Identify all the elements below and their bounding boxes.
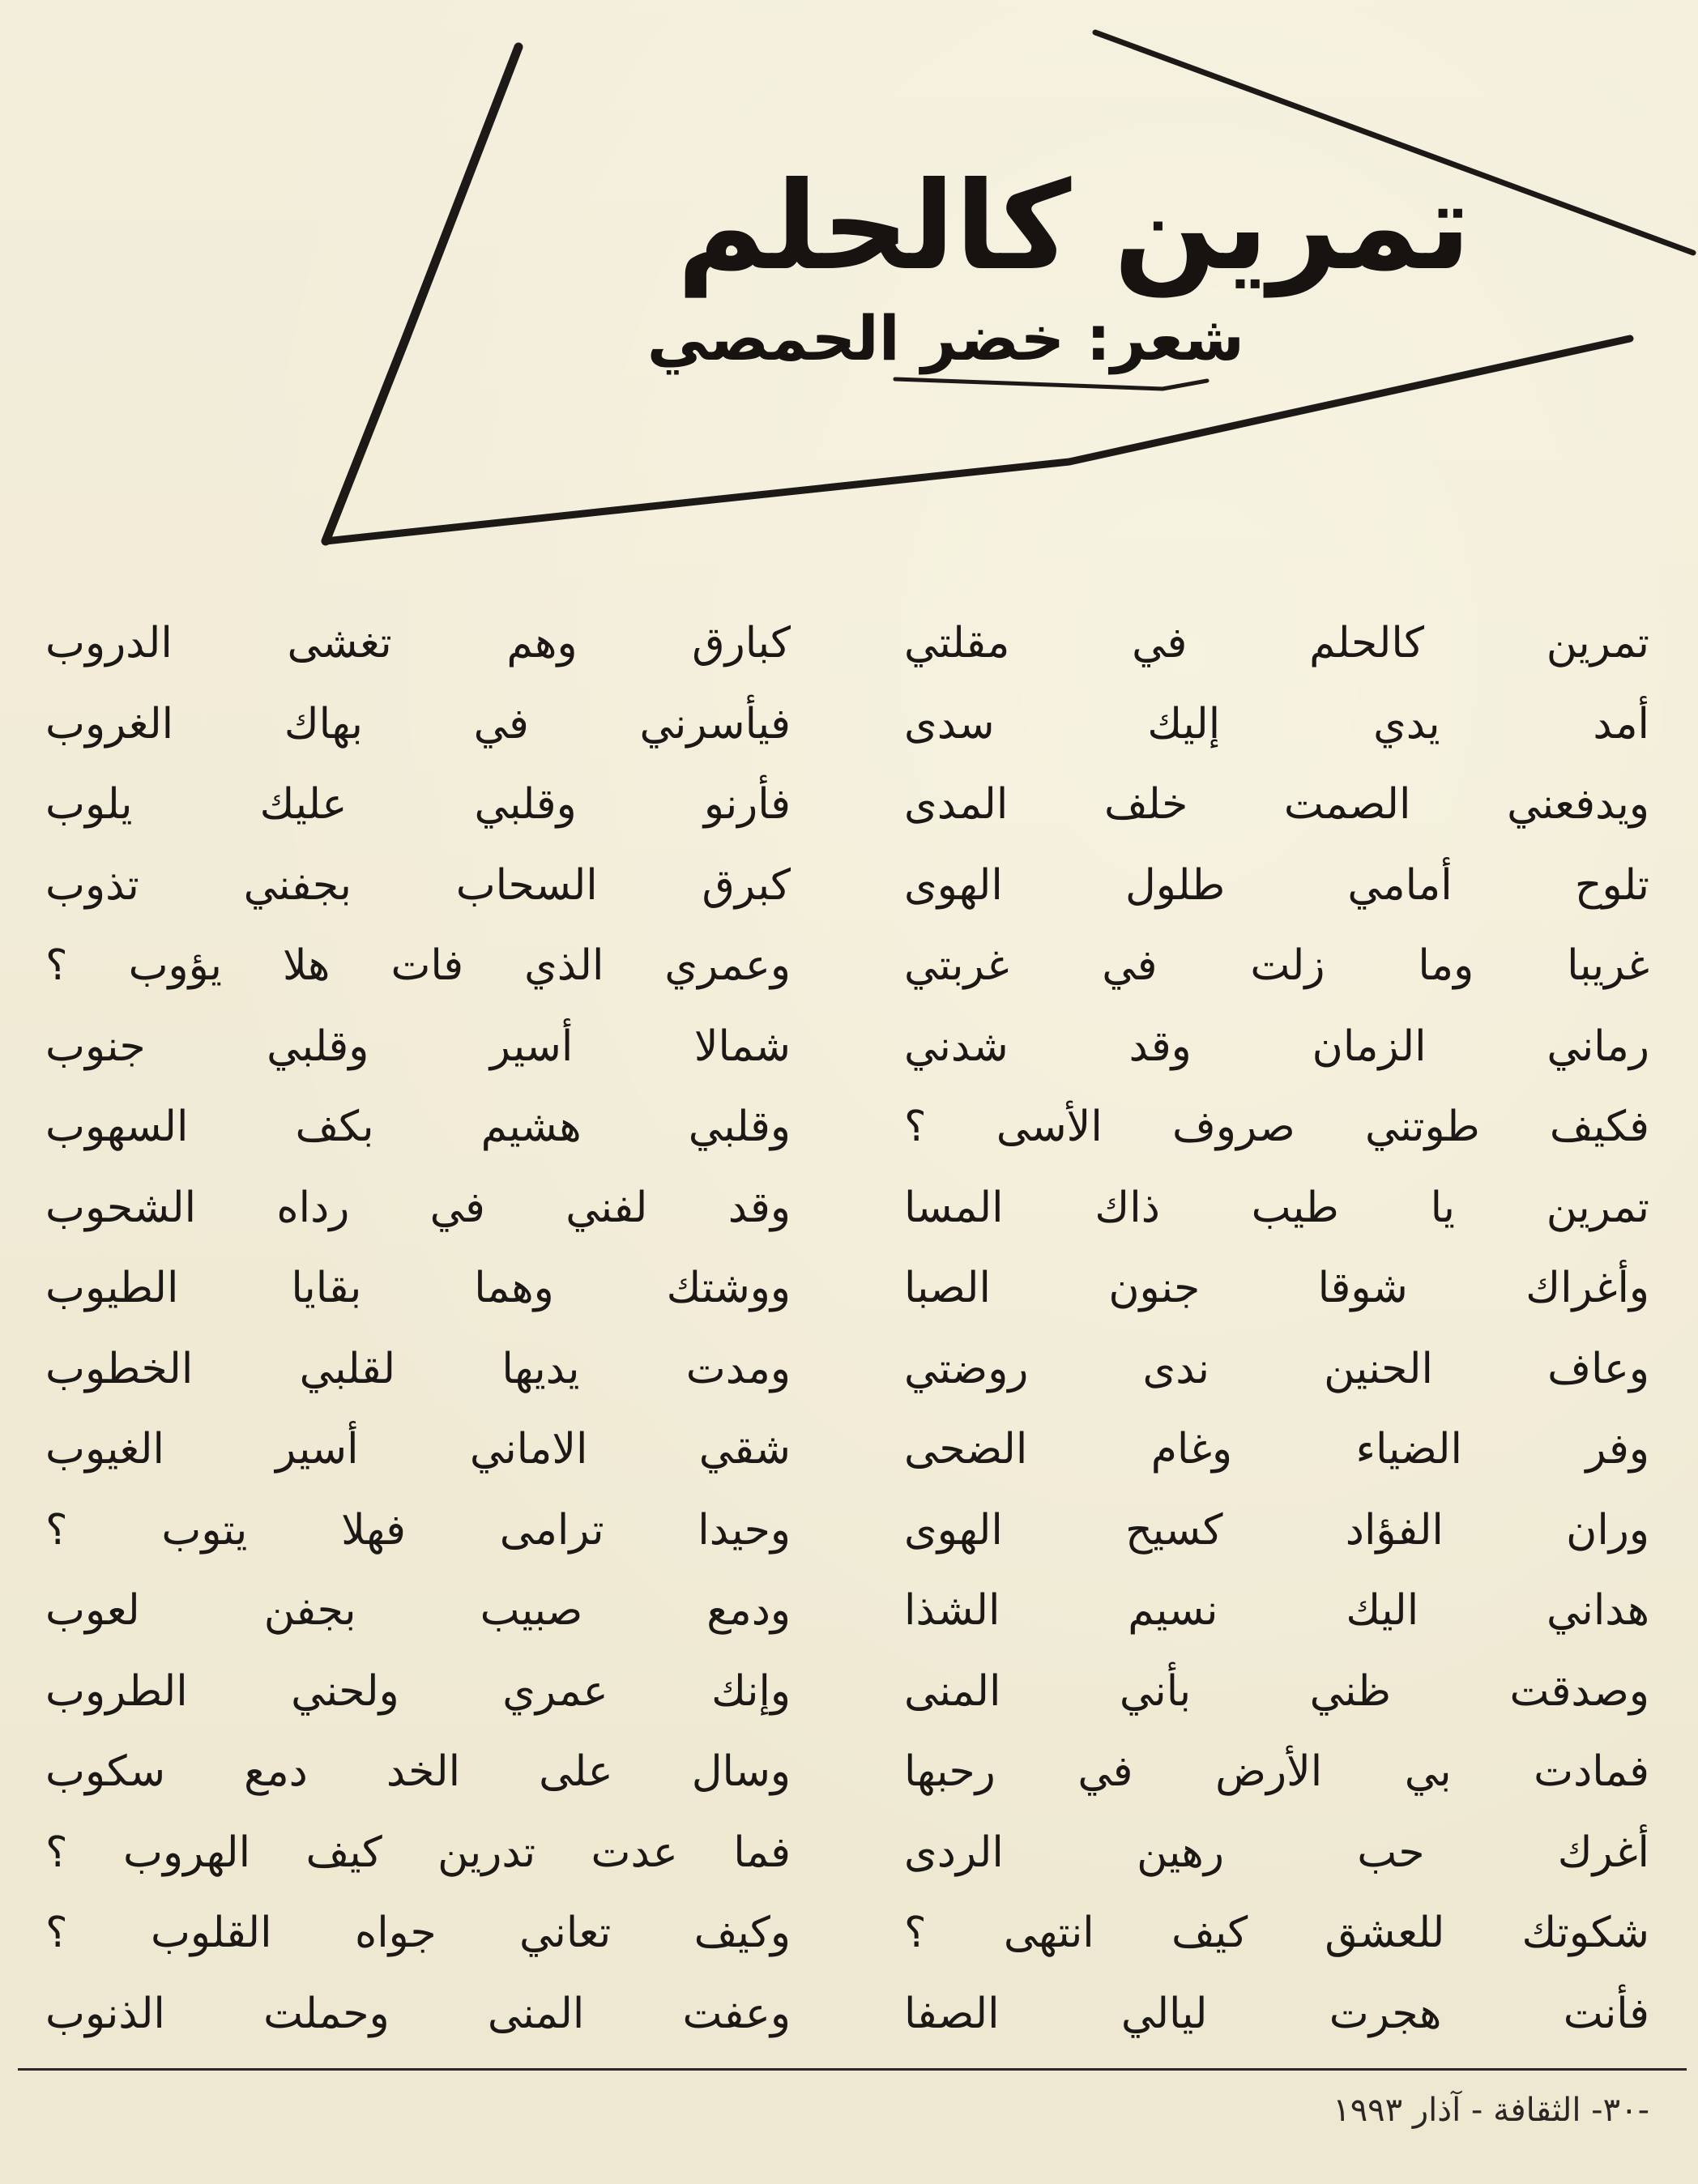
verse-line: وقد لفني في رداه الشحوب — [45, 1183, 791, 1232]
footer-divider — [18, 2068, 1687, 2071]
verse-line: فأنت هجرت ليالي الصفا — [904, 1989, 1649, 2038]
verse-line: وفر الضياء وغام الضحى — [904, 1425, 1649, 1474]
verse-line: غريبا وما زلت في غربتي — [904, 941, 1649, 990]
poem-byline: شعر: خضر الحمصي — [646, 302, 1244, 374]
verse-line: هداني اليك نسيم الشذا — [904, 1586, 1649, 1635]
verse-line: ويدفعني الصمت خلف المدى — [904, 780, 1649, 829]
poem-title: تمرين كالحلم — [676, 156, 1471, 297]
verse-line: رماني الزمان وقد شدني — [904, 1022, 1649, 1071]
verse-line: ودمع صبيب بجفن لعوب — [45, 1586, 791, 1635]
verse-line: شمالا أسير وقلبي جنوب — [45, 1022, 791, 1071]
verse-line: شقي الاماني أسير الغيوب — [45, 1425, 791, 1474]
verse-line: وقلبي هشيم بكف السهوب — [45, 1103, 791, 1151]
verse-line: كبارق وهم تغشى الدروب — [45, 619, 791, 668]
verse-line: فمادت بي الأرض في رحبها — [904, 1747, 1649, 1796]
verse-line: تلوح أمامي طلول الهوى — [904, 860, 1649, 910]
page-footer: -٣٠- الثقافة - آذار ١٩٩٣ — [1333, 2092, 1649, 2129]
verse-line: أغرك حب رهين الردى — [904, 1828, 1649, 1877]
verse-line: كبرق السحاب بجفني تذوب — [45, 860, 791, 910]
verse-line: وكيف تعاني جواه القلوب ؟ — [45, 1909, 791, 1957]
verse-line: فيأسرني في بهاك الغروب — [45, 699, 791, 749]
poem-column-right — [904, 604, 1649, 2054]
verse-line: تمرين كالحلم في مقلتي — [904, 619, 1649, 668]
verse-line: وسال على الخد دمع سكوب — [45, 1747, 791, 1796]
verse-line: وعفت المنى وحملت الذنوب — [45, 1989, 791, 2038]
verse-line: وعاف الحنين ندى روضتي — [904, 1344, 1649, 1393]
poem-column-left — [45, 604, 791, 2054]
title-underline — [895, 379, 1207, 389]
verse-line: تمرين يا طيب ذاك المسا — [904, 1183, 1649, 1232]
verse-line: وعمري الذي فات هلا يؤوب ؟ — [45, 941, 791, 990]
verse-line: وران الفؤاد كسيح الهوى — [904, 1505, 1649, 1555]
verse-line: وأغراك شوقا جنون الصبا — [904, 1264, 1649, 1312]
verse-line: ووشتك وهما بقايا الطيوب — [45, 1264, 791, 1312]
verse-line: فأرنو وقلبي عليك يلوب — [45, 780, 791, 829]
verse-line: شكوتك للعشق كيف انتهى ؟ — [904, 1909, 1649, 1957]
verse-line: فكيف طوتني صروف الأسى ؟ — [904, 1103, 1649, 1151]
frame-left-edge — [326, 47, 518, 541]
verse-line: وصدقت ظني بأني المنى — [904, 1666, 1649, 1716]
verse-line: وإنك عمري ولحني الطروب — [45, 1666, 791, 1716]
verse-line: وحيدا ترامى فهلا يتوب ؟ — [45, 1505, 791, 1555]
verse-line: فما عدت تدرين كيف الهروب ؟ — [45, 1828, 791, 1877]
verse-line: ومدت يديها لقلبي الخطوب — [45, 1344, 791, 1393]
verse-line: أمد يدي إليك سدى — [904, 699, 1649, 749]
